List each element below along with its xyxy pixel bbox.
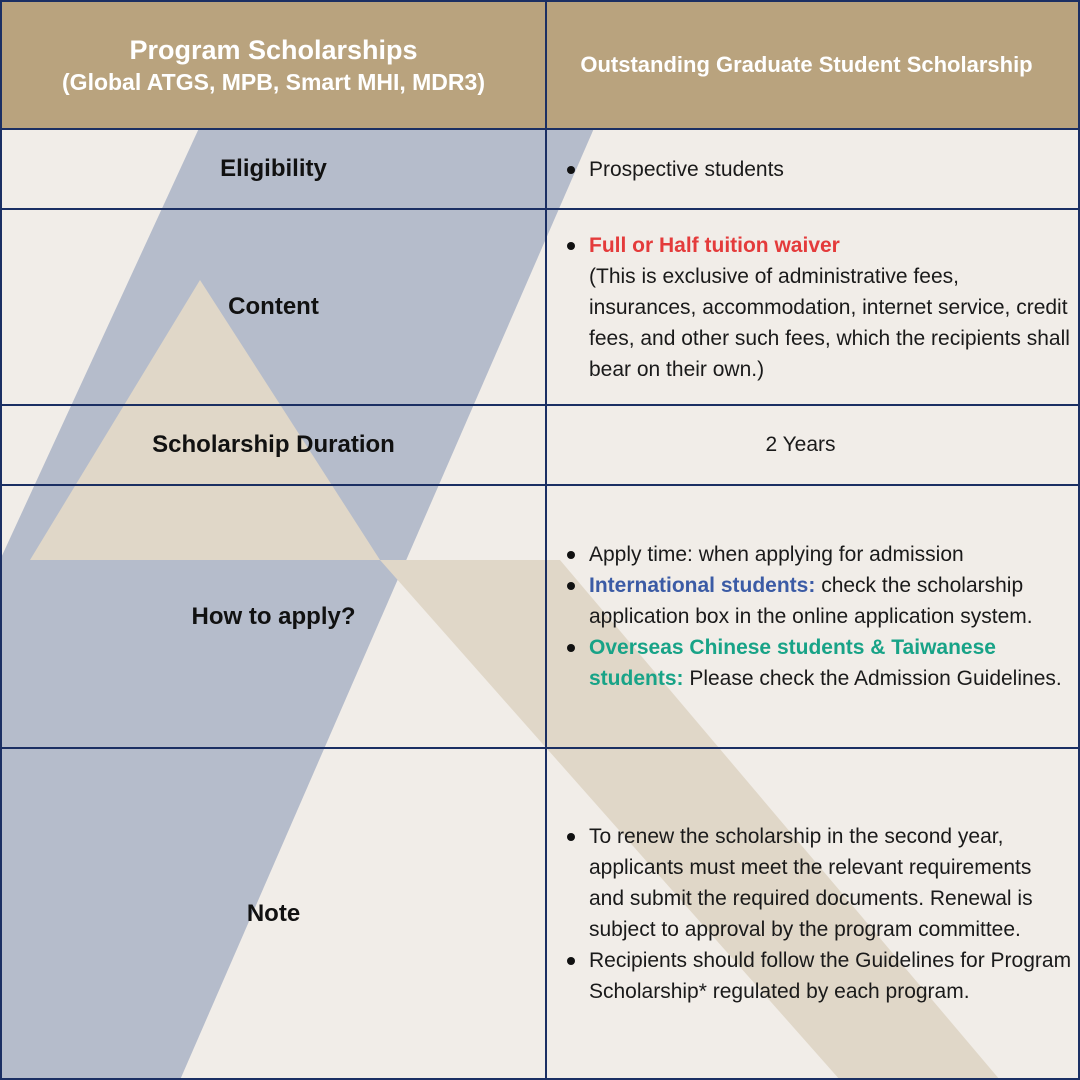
eligibility-text: Prospective students <box>589 157 784 181</box>
row-label-cell <box>2 406 547 484</box>
how-to-apply-label: How to apply? <box>191 602 356 630</box>
row-value-cell <box>547 486 1078 747</box>
tuition-waiver-highlight: Full or Half tuition waiver <box>589 233 840 257</box>
note-label: Note <box>246 899 301 927</box>
header-scholarship-title: Outstanding Graduate Student Scholarship <box>580 52 1033 77</box>
eligibility-list <box>565 154 784 185</box>
content-detail: (This is exclusive of administrative fees, insurances, accommodation, internet service, credit fees, and other such fees, which the recipients shall bear on their own.) <box>589 264 1070 381</box>
table-header-row <box>2 2 1078 128</box>
bullet-icon <box>567 644 575 652</box>
list-item <box>565 154 784 185</box>
list-item <box>565 821 1072 945</box>
apply-time-text: Apply time: when applying for admission <box>589 543 964 566</box>
overseas-students-text: Please check the Admission Guidelines. <box>683 667 1062 690</box>
bullet-icon <box>567 551 575 559</box>
row-duration <box>2 404 1078 484</box>
overseas-students-highlight: Overseas Chinese students & Taiwanese students: <box>589 636 996 690</box>
content-list <box>565 230 1072 385</box>
duration-value: 2 Years <box>765 433 836 456</box>
row-value-cell <box>547 130 1078 208</box>
note-list <box>565 821 1072 1007</box>
list-item <box>565 539 1072 570</box>
list-item <box>565 945 1072 1007</box>
bullet-icon <box>567 242 575 250</box>
international-students-text: check the scholarship application box in the online application system. <box>589 574 1033 628</box>
row-how-to-apply <box>2 484 1078 747</box>
header-program-subtitle: (Global ATGS, MPB, Smart MHI, MDR3) <box>62 68 485 95</box>
apply-list <box>565 539 1072 694</box>
header-program-title: Program Scholarships <box>129 34 418 65</box>
duration-label: Scholarship Duration <box>152 431 395 458</box>
international-students-highlight: International students: <box>589 574 816 597</box>
guidelines-note-text: Recipients should follow the Guidelines for Program Scholarship* regulated by each program. <box>589 948 1072 1003</box>
row-value-cell <box>547 210 1078 404</box>
row-note <box>2 747 1078 1078</box>
header-left-cell <box>2 2 547 128</box>
row-value-cell <box>547 749 1078 1078</box>
list-item <box>565 632 1072 694</box>
bullet-icon <box>567 582 575 590</box>
renewal-note-text: To renew the scholarship in the second year, applicants must meet the relevant requirements and submit the required documents. Renewal is subject to approval by the program committee. <box>589 824 1033 941</box>
row-label-cell <box>2 486 547 747</box>
content-label: Content <box>228 293 319 320</box>
bullet-icon <box>567 833 575 841</box>
row-label-cell <box>2 210 547 404</box>
bullet-icon <box>567 957 575 965</box>
row-label-cell <box>2 130 547 208</box>
row-label-cell <box>2 749 547 1078</box>
eligibility-label: Eligibility <box>220 155 327 182</box>
list-item <box>565 570 1072 632</box>
bullet-icon <box>567 166 575 174</box>
row-eligibility <box>2 128 1078 208</box>
row-value-cell <box>547 406 1078 484</box>
list-item <box>565 230 1072 385</box>
header-right-cell <box>547 2 1078 128</box>
row-content <box>2 208 1078 404</box>
